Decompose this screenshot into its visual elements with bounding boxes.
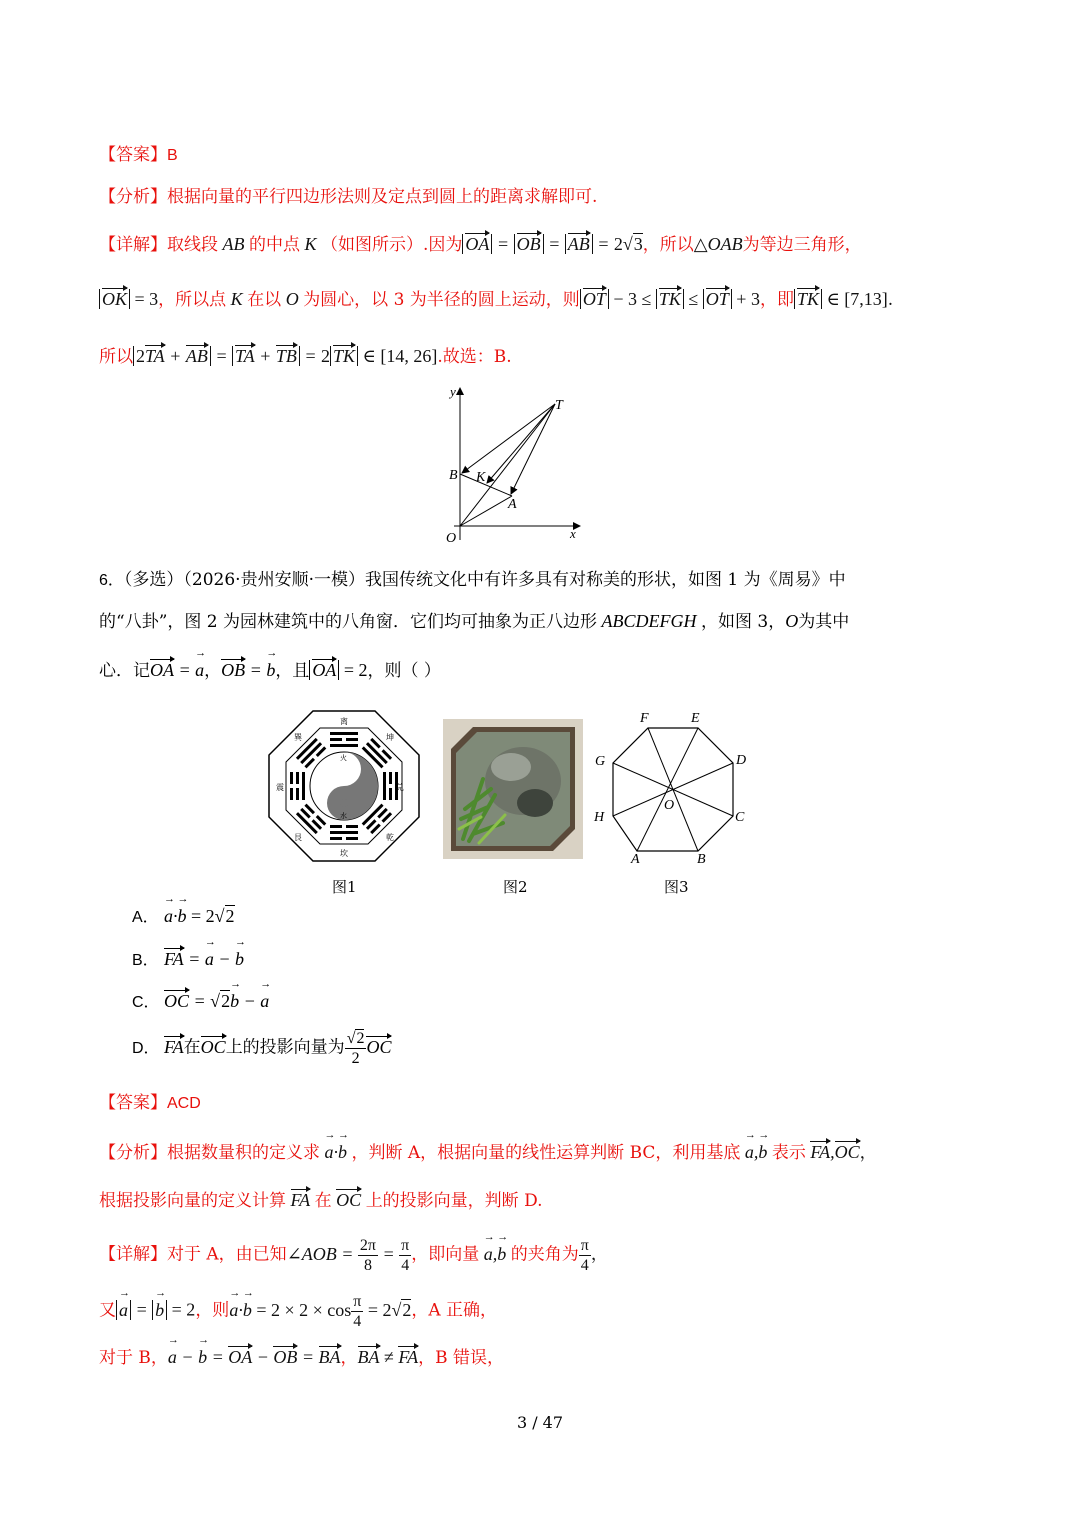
vertex-D: D: [736, 753, 747, 768]
text: 的中点: [249, 235, 300, 255]
detail-tag: 【详解】: [99, 235, 167, 255]
text: ，所以点: [158, 290, 227, 310]
text: （多选）（2026·贵州安顺·一模）我国传统文化中有许多具有对称美的形状，如图 1 为《周易》中: [123, 570, 846, 590]
text: 的“八卦”，图 2 为园林建筑中的八角窗．它们均可抽象为正八边形: [99, 612, 598, 632]
math: FA,OC: [810, 1142, 860, 1162]
taiji-dot-dark: [340, 799, 348, 807]
q5-analysis: [99, 182, 597, 207]
math-expression: → a = → b = 2: [116, 1300, 195, 1320]
math: K: [300, 234, 322, 254]
math-expression: TK ∈ [7,13]: [794, 289, 888, 309]
q6-answer: [99, 1088, 201, 1113]
bagua-char-kan: 坎: [340, 849, 348, 858]
analysis-tag: 【分析】: [99, 1143, 167, 1163]
math: O: [785, 611, 799, 631]
text: ，且: [275, 661, 310, 681]
caption-fig3: 图3: [664, 878, 689, 896]
label-x: x: [570, 526, 576, 541]
option-C: [132, 989, 269, 1012]
bagua-char-xun: 巽: [294, 733, 302, 742]
bagua-char-dui: 兑: [396, 783, 404, 792]
math-expression: 2TA + AB = TA + TB = 2 TK ∈ [14, 26]: [133, 346, 437, 366]
text: 为等边三角形，: [742, 235, 862, 255]
answer-tag: 【答案】: [99, 1093, 167, 1113]
page-number: 3 / 47: [516, 1413, 564, 1432]
text: 对于 B，: [99, 1348, 168, 1368]
bagua-char-gen: 艮: [294, 833, 302, 842]
bagua-char-qian: 乾: [386, 833, 394, 842]
math: O: [281, 289, 304, 309]
text: 所以: [99, 347, 133, 367]
math: OC: [200, 1036, 226, 1057]
bagua-char-zhen: 震: [276, 783, 284, 792]
math: $\frac{\pi}{4}$: [580, 1237, 589, 1274]
q5-detail-line-3: [99, 342, 512, 367]
answer-value: ACD: [167, 1095, 201, 1112]
text: ，即向量: [411, 1244, 480, 1265]
label-y: y: [450, 384, 456, 399]
vertex-H: H: [594, 810, 605, 825]
bagua-char-li: 离: [340, 717, 348, 726]
label-T: T: [555, 398, 563, 413]
math: △OAB: [693, 234, 743, 254]
text: 在以: [247, 290, 282, 310]
math-expression: $\frac{√2}{2}$ OC: [346, 1030, 392, 1067]
math-expression: OA = OB = AB = 2√3: [462, 233, 642, 254]
option-label: C．: [132, 994, 160, 1011]
text: 心．记: [99, 661, 150, 681]
option-label: A．: [132, 909, 159, 926]
math: AB: [218, 234, 249, 254]
bagua-figure: [268, 710, 420, 862]
q6-analysis-line-1: 【分析】根据数量积的定义求 → a·→ b ，判断 A，根据向量的线性运算判断 BC，利用基底 → a,→ b 表示 FA,OC，: [99, 1138, 877, 1163]
bagua-char-kun: 坤: [386, 733, 394, 742]
rockery-highlight: [491, 753, 531, 781]
text: 上的投影向量，判断 D.: [365, 1191, 543, 1211]
text: 取线段: [167, 235, 218, 255]
vector-TK: [487, 404, 555, 483]
analysis-text: 根据向量的平行四边形法则及定点到圆上的距离求解即可.: [167, 187, 598, 207]
math-expression: OT − 3 ≤ TK ≤ OT + 3: [580, 289, 760, 309]
vertex-G: G: [595, 754, 606, 769]
q6-detail-line-1: 【详解】对于 A，由已知∠AOB = $\frac{2\pi}{8}$ = $\frac{\pi}{4}$ ，即向量 → a,→ b 的夹角为 $\frac{\pi}{4}$ ，: [99, 1236, 608, 1275]
octagon-diagonals: [613, 728, 733, 851]
vector-TB: [462, 404, 555, 473]
q5-detail-line-1: [99, 230, 862, 255]
vertex-E: E: [691, 711, 700, 726]
q5-answer: [99, 140, 178, 165]
taiji-dot-light: [340, 765, 348, 773]
math-expression: OA = → a: [150, 660, 204, 680]
text: .故选：B.: [437, 347, 512, 367]
text: 的夹角为: [510, 1244, 579, 1265]
text: ，如图 3，: [701, 612, 786, 632]
math: K: [226, 289, 248, 309]
label-A: A: [508, 497, 517, 512]
q5-detail-line-2: OK = 3，所以点 K 在以 O 为圆心，以 3 为半径的圆上运动，则 OT − 3 ≤ TK ≤ OT + 3，即 TK ∈ [7,13].: [99, 285, 893, 310]
q6-stem-line-3: 心．记OA = → a，OB = → b，且 OA = 2，则（ ）: [99, 656, 441, 681]
math: → a,→ b: [479, 1244, 511, 1264]
option-label: D．: [132, 1039, 160, 1057]
math: → a,→ b: [740, 1142, 772, 1162]
text: 根据投影向量的定义计算: [99, 1191, 286, 1211]
analysis-tag: 【分析】: [99, 187, 167, 207]
label-K: K: [476, 470, 486, 485]
math-expression: → a·→ b = 2 × 2 × cos $\frac{\pi}{4}$ = 2√2: [229, 1300, 411, 1320]
option-label: B．: [132, 952, 159, 969]
vertex-F: F: [640, 711, 649, 726]
text: 为圆心，以 3 为半径的圆上运动，则: [303, 290, 580, 310]
q6-detail-line-2: [99, 1292, 497, 1331]
center-O: O: [664, 798, 675, 813]
vertex-C: C: [735, 810, 745, 825]
text: 上的投影向量为: [225, 1037, 345, 1058]
text: 又: [99, 1300, 116, 1321]
text: （如图所示）.因为: [321, 235, 463, 255]
option-A: [132, 904, 235, 927]
text: 为其中: [798, 612, 850, 632]
math: OC: [336, 1190, 362, 1210]
label-O: O: [446, 531, 457, 546]
bagua-char-huo: 火: [340, 754, 347, 762]
segment-OA: [460, 496, 512, 526]
option-B: [132, 947, 244, 970]
text: ，A 正确，: [411, 1300, 498, 1321]
caption-fig1: 图1: [332, 878, 357, 896]
vector-TA: [511, 404, 555, 494]
text: 在: [314, 1191, 332, 1211]
math: FA: [164, 1036, 184, 1057]
vector-figure: [440, 380, 590, 550]
label-B: B: [449, 468, 458, 483]
math: → a·→ b: [320, 1142, 352, 1162]
q6-detail-line-3: 对于 B，→ a − → b = OA − OB = BA，BA ≠ FA，B 错误，: [99, 1343, 504, 1368]
math-expression: OB = → b: [221, 660, 275, 680]
question-number: 6．: [99, 572, 124, 589]
detail-tag: 【详解】: [99, 1244, 167, 1265]
q6-stem-line-2: [99, 607, 849, 632]
answer-tag: 【答案】: [99, 145, 167, 165]
vertex-B: B: [697, 852, 706, 867]
octagonal-window-photo: [443, 719, 583, 859]
text: ，即: [759, 290, 794, 310]
text: ，则（ ）: [367, 661, 441, 681]
math: FA: [290, 1190, 311, 1210]
math-expression: OA = 2: [309, 660, 367, 680]
caption-fig2: 图2: [503, 878, 528, 896]
text: ，所以: [642, 235, 694, 255]
text: ，B 错误，: [418, 1348, 504, 1368]
option-D: [132, 1029, 391, 1068]
q6-stem-line-1: [99, 565, 846, 590]
q6-analysis-line-2: [99, 1186, 543, 1211]
math-expression: → a − → b = OA − OB = BA: [168, 1347, 341, 1367]
regular-octagon-figure: [590, 705, 755, 867]
text: 表示: [771, 1143, 806, 1163]
math-expression: → a·→ b = 2√2: [164, 906, 235, 926]
math-expression: FA = → a − → b: [164, 949, 244, 969]
answer-value: B: [167, 147, 178, 164]
math: ABCDEFGH: [597, 611, 701, 631]
text: ，判断 A，根据向量的线性运算判断 BC，利用基底: [351, 1143, 741, 1163]
vertex-A: A: [631, 852, 640, 867]
math-expression: OC = √2→ b − → a: [164, 991, 269, 1011]
text: 根据数量积的定义求: [167, 1143, 320, 1163]
text: 在: [183, 1037, 201, 1058]
rockery-shadow: [517, 789, 553, 817]
text: ，则: [195, 1300, 230, 1321]
math-expression: OK = 3: [99, 289, 158, 309]
text: 对于 A，由已知: [167, 1244, 287, 1265]
math-expression: ∠AOB = $\frac{2\pi}{8}$ = $\frac{\pi}{4}$: [286, 1237, 410, 1274]
bagua-char-shui: 水: [340, 812, 347, 820]
math-expression: BA ≠ FA: [357, 1347, 419, 1367]
